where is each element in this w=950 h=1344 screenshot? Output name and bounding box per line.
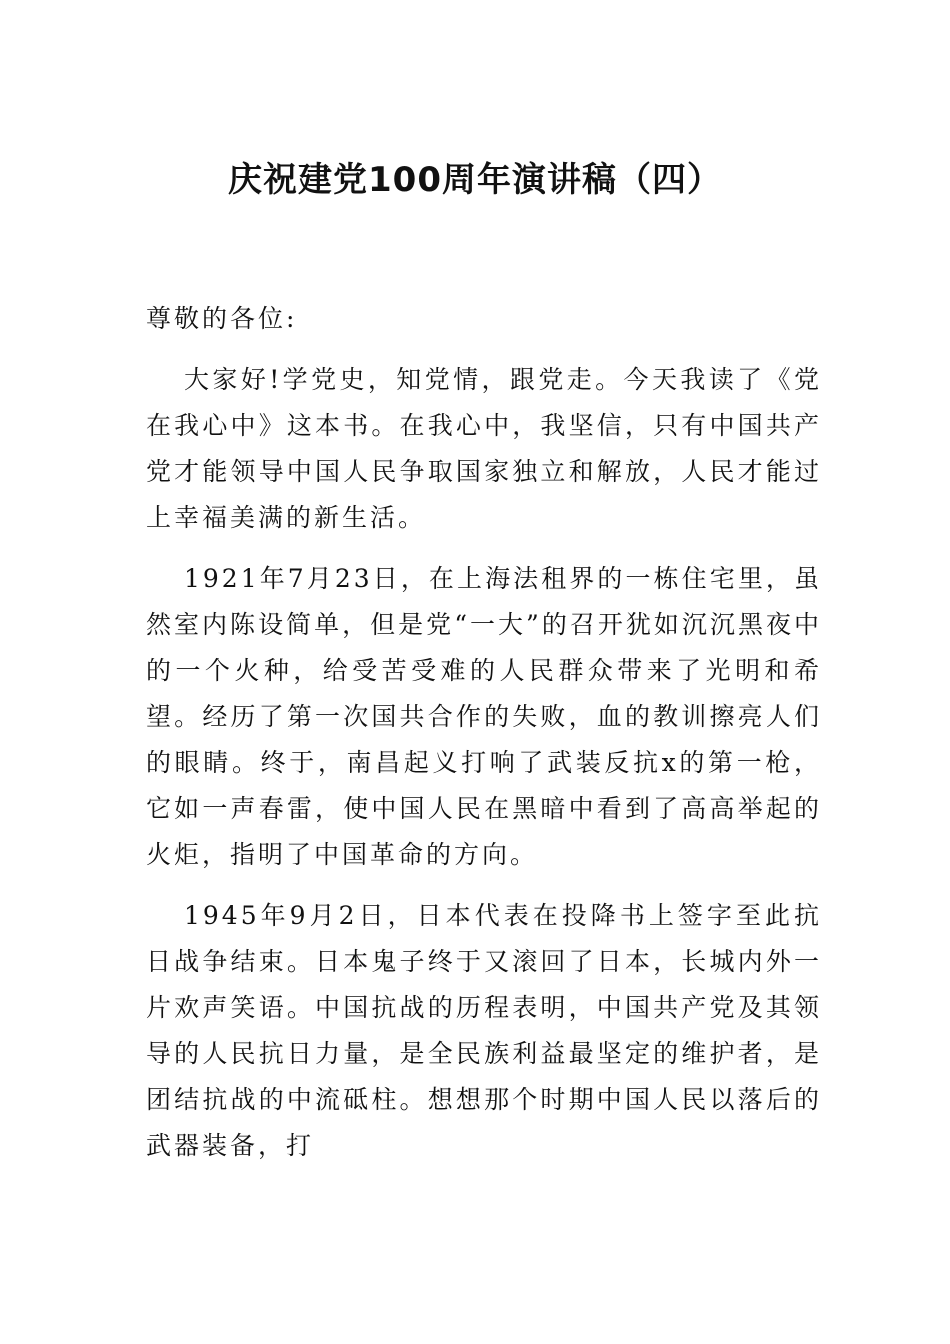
paragraph-2: 1921年7月23日，在上海法租界的一栋住宅里，虽然室内陈设简单，但是党“一大”的召开犹如沉沉黑夜中的一个火种，给受苦受难的人民群众带来了光明和希望。经历了第一次国共合作的失败，血的教训擦亮人们的眼睛。终于，南昌起义打响了武装反抗x的第一枪，它如一声春雷，使中国人民在黑暗中看到了高高举起的火炬，指明了中国革命的方向。 [146,564,822,869]
page-title: 庆祝建党100周年演讲稿（四） [228,160,722,200]
salutation: 尊敬的各位: [146,304,298,333]
document-body [146,296,822,1184]
paragraph-1: 大家好!学党史，知党情，跟党走。今天我读了《党在我心中》这本书。在我心中，我坚信，只有中国共产党才能领导中国人民争取国家独立和解放，人民才能过上幸福美满的新生活。 [146,365,822,532]
paragraph-3: 1945年9月2日，日本代表在投降书上签字至此抗日战争结束。日本鬼子终于又滚回了日本，长城内外一片欢声笑语。中国抗战的历程表明，中国共产党及其领导的人民抗日力量，是全民族利益最坚定的维护者，是团结抗战的中流砥柱。想想那个时期中国人民以落后的武器装备，打 [146,901,822,1160]
